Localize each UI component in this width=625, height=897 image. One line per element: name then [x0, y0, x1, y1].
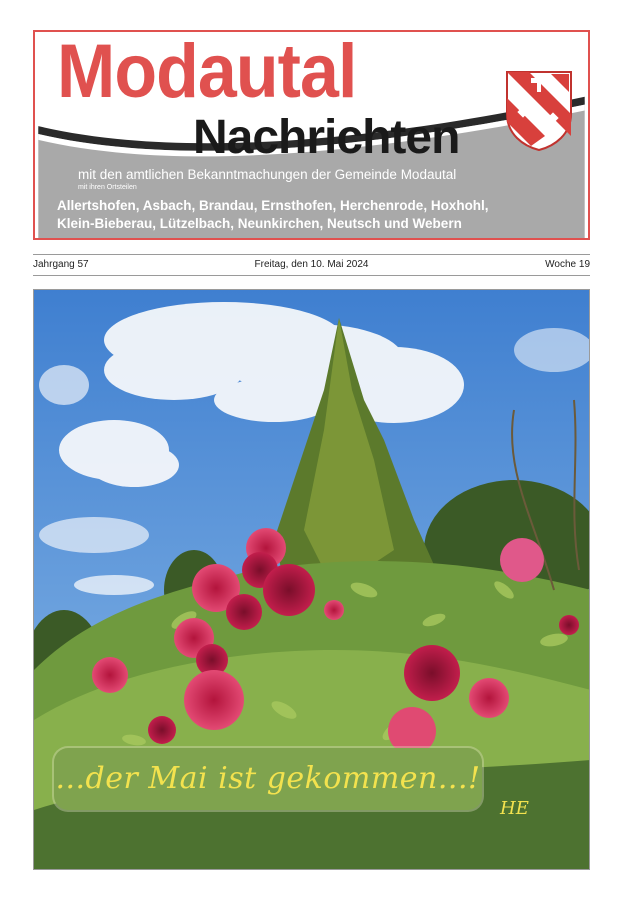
issue-week: Woche 19 — [545, 259, 590, 270]
title-nachrichten: Nachrichten — [193, 111, 460, 164]
caption-banner — [54, 748, 482, 810]
caption-text: ...der Mai ist gekommen...! — [55, 761, 481, 796]
masthead — [33, 30, 590, 240]
issue-info-bar — [33, 254, 590, 276]
places-line-1: Allertshofen, Asbach, Brandau, Ernsthofen, Herchenrode, Hoxhohl, — [57, 198, 489, 213]
masthead-subtitle: mit den amtlichen Bekanntmachungen der Gemeinde Modautal — [78, 167, 457, 182]
issue-volume: Jahrgang 57 — [33, 259, 89, 270]
photographer-signature: HE — [500, 798, 529, 819]
places-line-2: Klein-Bieberau, Lützelbach, Neunkirchen, Neutsch und Webern — [57, 216, 462, 231]
places-list — [57, 197, 577, 233]
coat-of-arms-icon — [505, 70, 573, 152]
issue-date: Freitag, den 10. Mai 2024 — [254, 259, 369, 270]
masthead-subtitle-small: mit ihren Ortsteilen — [78, 184, 137, 191]
title-modautal: Modautal — [57, 30, 357, 114]
cover-photo — [33, 289, 590, 870]
